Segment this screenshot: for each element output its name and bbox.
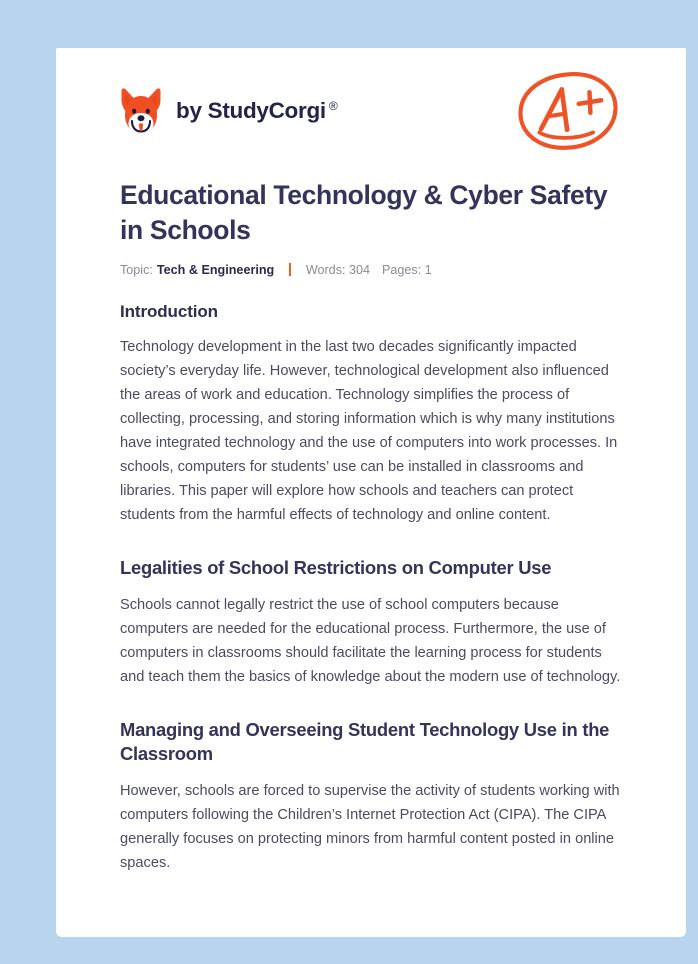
topic-label: Topic: [120, 262, 153, 277]
brand-name [176, 98, 337, 124]
brand-name-text: StudyCorgi [207, 98, 326, 123]
registered-trademark-icon: ® [328, 98, 338, 113]
section-heading: Legalities of School Restrictions on Computer Use [120, 556, 552, 578]
words-count: Words: 304 [305, 262, 370, 277]
topic-value: Tech & Engineering [156, 262, 275, 277]
pages-count: Pages: 1 [382, 262, 432, 277]
meta-divider [289, 263, 291, 276]
document-section [120, 718, 622, 875]
document-section [120, 302, 622, 527]
brand-header [120, 48, 622, 152]
document-meta [120, 263, 622, 277]
section-paragraph: Technology development in the last two decades significantly impacted society’s everyday life. However, technological development also influenced the areas of work and education. Technology simplifies the process of collecting, processing, and storing information which is why many institutions have integrated technology and the use of computers into work processes. In schools, computers for students’ use can be installed in classrooms and libraries. This paper will explore how schools and teachers can protect students from the harmful effects of technology and online content. [120, 338, 618, 523]
section-paragraph: Schools cannot legally restrict the use of school computers because computers are needed for the educational process. Furthermore, the use of computers in classrooms should facilitate the learning process for students and teach them the basics of knowledge about the modern use of technology. [120, 596, 621, 685]
brand-lockup[interactable] [120, 87, 337, 135]
corgi-face-icon [120, 87, 162, 135]
section-heading: Introduction [120, 301, 218, 321]
document-body [120, 302, 622, 875]
page-title: Educational Technology & Cyber Safety in Schools [120, 180, 608, 245]
section-heading: Managing and Overseeing Student Technology Use in the Classroom [120, 718, 610, 764]
section-paragraph: However, schools are forced to supervise the activity of students working with computers following the Children’s Internet Protection Act (CIPA). The CIPA generally focuses on protecting minors from harmful content posted in online spaces. [120, 782, 620, 871]
brand-prefix: by [176, 98, 208, 123]
document-section [120, 556, 622, 689]
a-plus-grade-icon [514, 68, 622, 154]
document-sheet [56, 48, 686, 937]
